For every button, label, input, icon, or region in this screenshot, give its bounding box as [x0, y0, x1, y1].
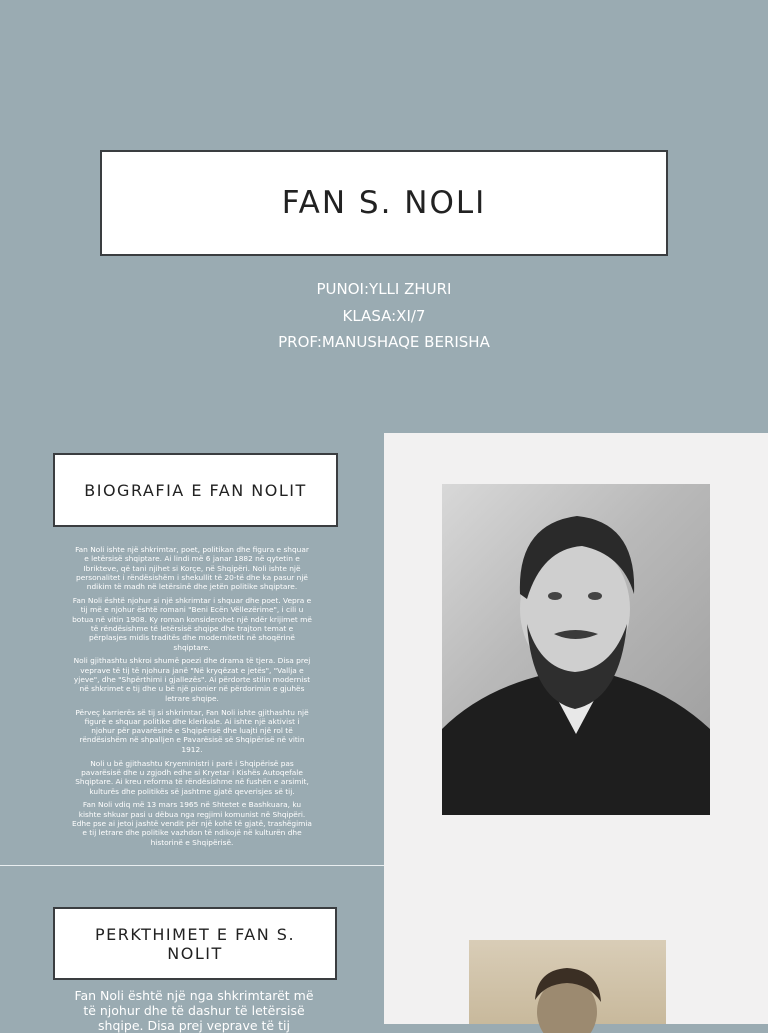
bio-paragraph: Përveç karrierës së tij si shkrimtar, Fan Noli ishte gjithashtu një figurë e shquar politike dhe klerikale. Ai ishte një aktivist i njohur për pavarësinë e Shqipërisë dhe luajti një rol të rëndësishëm në shpalljen e Pavarësisë së Shqipërisë në vitin 1912.	[75, 707, 309, 754]
portrait-illustration	[442, 484, 710, 815]
biography-heading: BIOGRAFIA E FAN NOLIT	[53, 453, 338, 527]
second-portrait-photo	[469, 940, 666, 1024]
bio-paragraph: Noli gjithashtu shkroi shumë poezi dhe drama të tjera. Disa prej veprave të tij të njohura janë "Në kryqëzat e jetës", "Vallja e yjeve", dhe "Shpërthimi i gjallezës". Ai përdorte stilin modernist në shkrimet e tij dhe u bë një pionier në përdorimin e gjuhës letrare shqipe.	[73, 656, 311, 703]
bio-paragraph: Fan Noli ishte një shkrimtar, poet, politikan dhe figura e shquar e letërsisë shqiptare. Ai lindi më 6 janar 1882 në qytetin e Ibrikteve, që tani njihet si Korçe, në Shqipëri. Noli ishte një personalitet i rëndësishëm i shekullit të 20-të dhe ka pasur një ndikim të madh në letërsinë dhe jetën politike shqiptare.	[75, 545, 309, 592]
bio-paragraph: Fan Noli është njohur si një shkrimtar i shquar dhe poet. Vepra e tij më e njohur është romani "Beni Ecën Vëllezërime", i cili u botua në vitin 1908. Ky roman konsiderohet një ndër krijimet më të rëndësishme të letërsisë shqipe dhe trajton temat e përplasjes midis traditës dhe modernitetit në shoqërinë shqiptare.	[72, 596, 312, 652]
bio-paragraph: Fan Noli vdiq më 13 mars 1965 në Shtetet e Bashkuara, ku kishte shkuar pasi u dëbua nga regjimi komunist në Shqipëri. Edhe pse ai jetoi jashtë vendit për një kohë të gjatë, trashëgimia e tij letrare dhe politike vazhdon të ndikojë në kulturën dhe historinë e Shqipërisë.	[72, 800, 312, 847]
portrait-photo	[442, 484, 710, 815]
author-info	[0, 276, 768, 356]
translations-text: Fan Noli është një nga shkrimtarët më të njohur dhe të dashur të letërsisë shqipe. Disa prej veprave të tij	[74, 988, 314, 1033]
class-line: KLASA:XI/7	[342, 306, 426, 325]
section-divider	[0, 865, 384, 866]
translations-heading: PERKTHIMET E FAN S. NOLIT	[53, 907, 337, 980]
second-portrait-illustration	[469, 940, 666, 1024]
page-title: FAN S. NOLI	[281, 185, 487, 221]
bio-paragraph: Noli u bë gjithashtu Kryeministri i parë i Shqipërisë pas pavarësisë dhe u zgjodh edhe si Kryetar i Kishës Autoqefale Shqiptare. Ai kreu reforma të rëndësishme në fushën e arsimit, kulturës dhe politikës së jashtme gjatë qeverisjes së tij.	[75, 758, 309, 796]
title-box	[100, 150, 668, 256]
professor-line: PROF:MANUSHAQE BERISHA	[278, 333, 490, 351]
biography-text	[72, 545, 312, 863]
author-line: PUNOI:YLLI ZHURI	[316, 280, 452, 298]
